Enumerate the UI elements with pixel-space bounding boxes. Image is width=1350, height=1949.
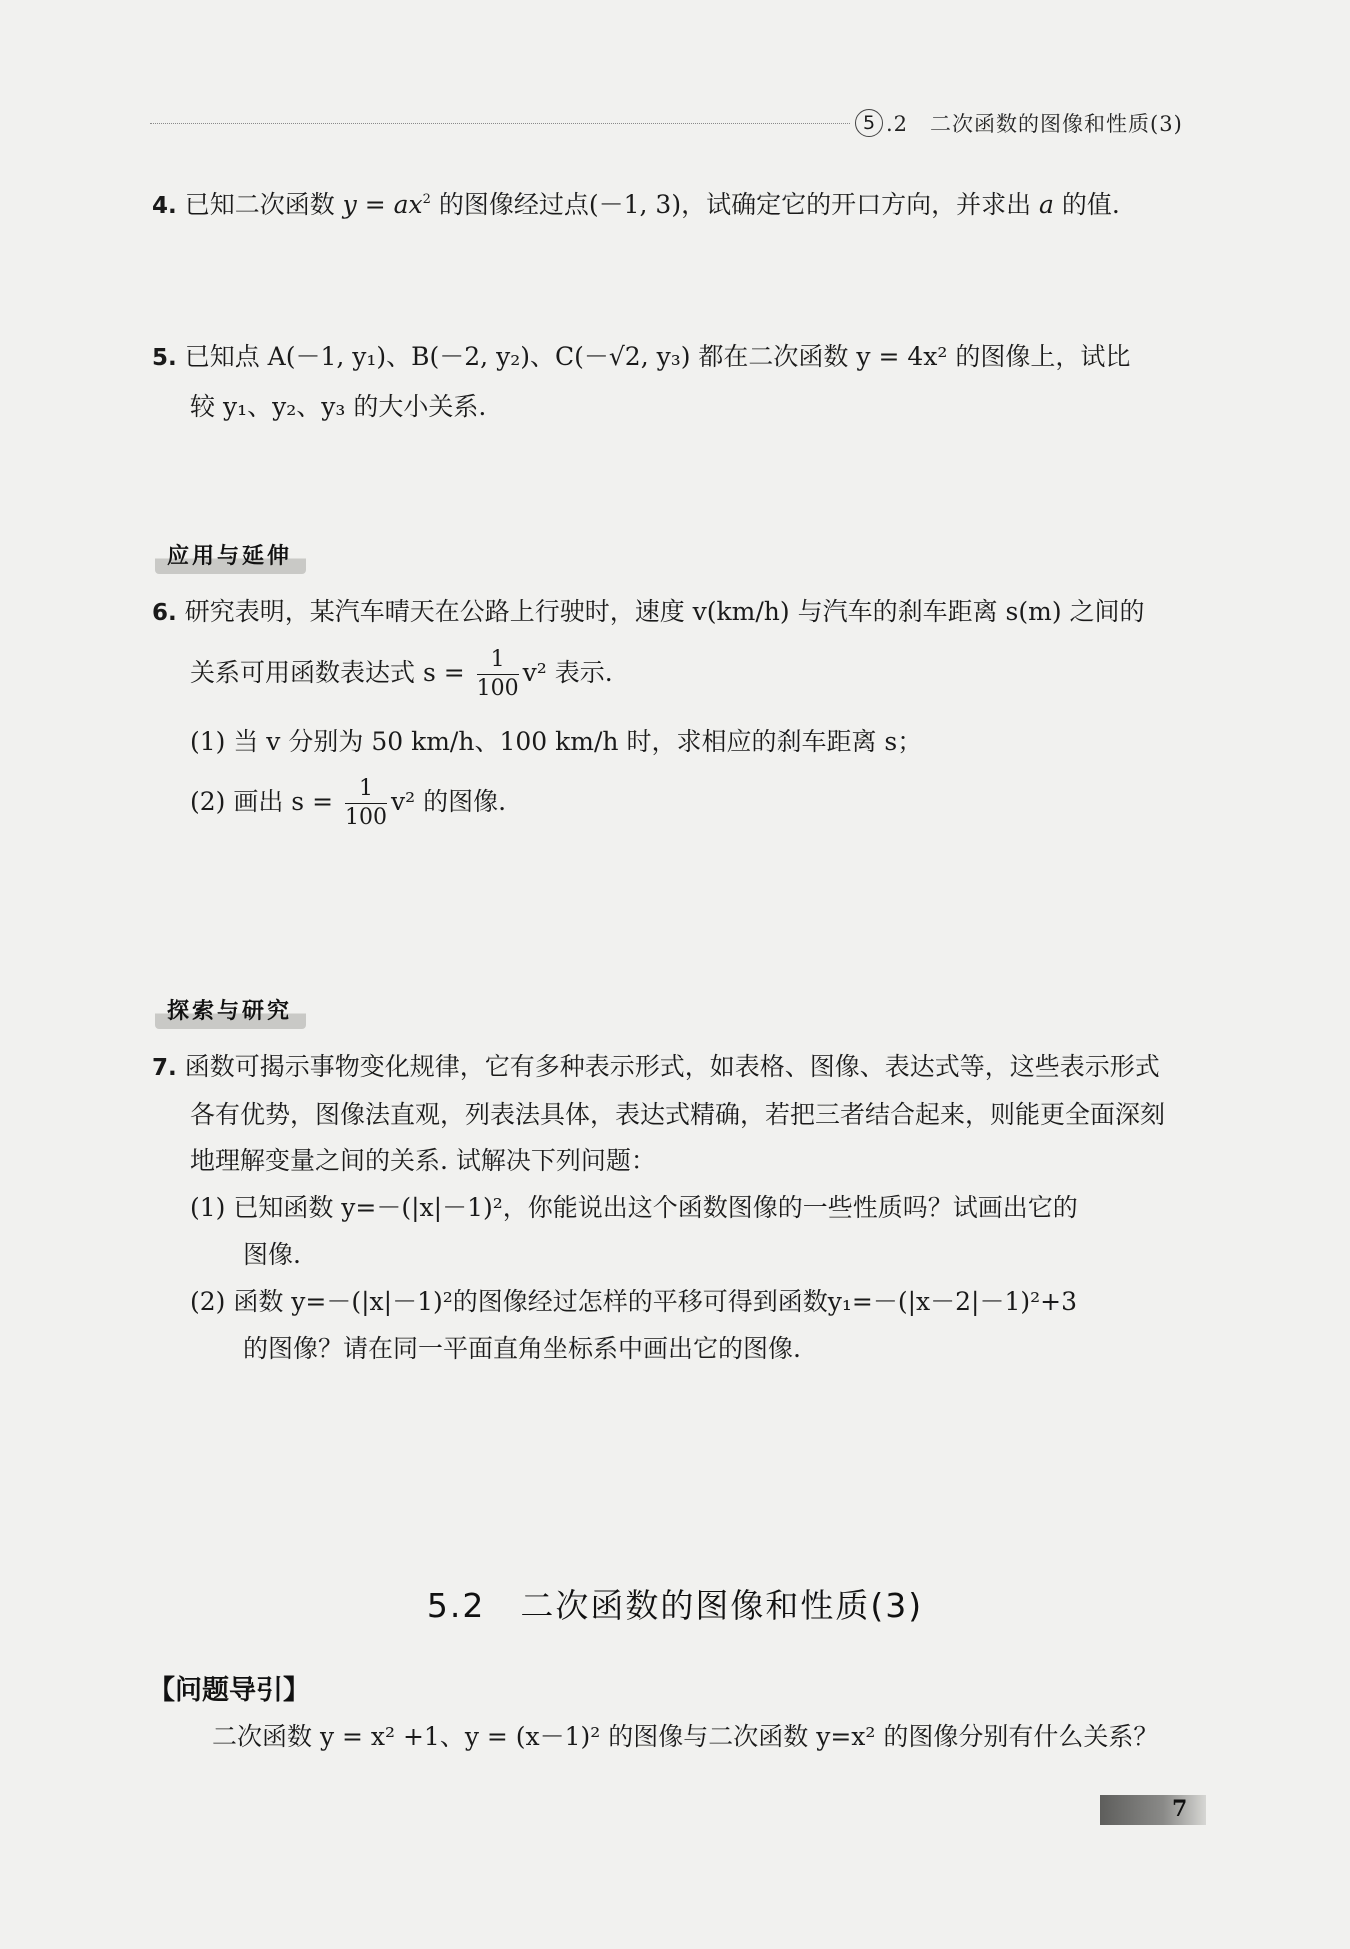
math-expression: y xyxy=(342,190,357,219)
question-7-sub2-line2: 的图像？请在同一平面直角坐标系中画出它的图像. xyxy=(243,1334,801,1363)
section-tag-application xyxy=(155,540,306,574)
question-text: 已知点 A(－1, y₁)、B(－2, y₂)、C(－√2, y₃) 都在二次函数 y = 4x² 的图像上，试比 xyxy=(184,342,1131,371)
question-7-sub2-line1: (2) 函数 y=－(|x|－1)²的图像经过怎样的平移可得到函数y₁=－(|x－2|－1)²+3 xyxy=(190,1287,1077,1316)
question-number: 7. xyxy=(152,1055,177,1081)
header-section-title: .2 二次函数的图像和性质(3) xyxy=(886,112,1183,136)
guide-text: 二次函数 y = x² +1、y = (x－1)² 的图像与二次函数 y=x² 的图像分别有什么关系？ xyxy=(212,1722,1159,1751)
fraction: $\frac{1}{100}$ xyxy=(476,647,519,701)
question-7 xyxy=(152,1052,1160,1083)
question-6 xyxy=(152,597,1145,628)
question-7-sub1-line1: (1) 已知函数 y=－(|x|－1)²，你能说出这个函数图像的一些性质吗？试画出它的 xyxy=(190,1193,1078,1222)
question-7-line2: 各有优势，图像法直观，列表法具体，表达式精确，若把三者结合起来，则能更全面深刻 xyxy=(190,1100,1166,1129)
question-5-line2: 较 y₁、y₂、y₃ 的大小关系. xyxy=(190,392,487,421)
section-title: 5.2 二次函数的图像和性质(3) xyxy=(426,1586,924,1625)
question-text: v² 的图像. xyxy=(390,787,507,816)
question-5 xyxy=(152,342,1130,373)
question-text: 的值. xyxy=(1053,190,1120,219)
question-number: 6. xyxy=(152,600,177,626)
page-number-box xyxy=(1100,1795,1206,1825)
question-text: 的图像经过点(－1, 3)，试确定它的开口方向，并求出 xyxy=(430,190,1040,219)
question-7-sub1-line2: 图像. xyxy=(243,1240,301,1269)
chapter-number-circle: 5 xyxy=(855,109,883,137)
question-6-sub1: (1) 当 v 分别为 50 km/h、100 km/h 时，求相应的刹车距离 s； xyxy=(190,727,923,756)
section-tag-exploration xyxy=(155,995,306,1029)
question-text: 已知二次函数 xyxy=(184,190,343,219)
question-6-line2 xyxy=(190,646,613,703)
question-text: 研究表明，某汽车晴天在公路上行驶时，速度 v(km/h) 与汽车的刹车距离 s(m) 之间的 xyxy=(184,597,1145,626)
question-text: 关系可用函数表达式 s = xyxy=(190,658,473,687)
question-number: 5. xyxy=(152,345,177,371)
guide-heading: 【问题导引】 xyxy=(148,1675,310,1706)
page-number: 7 xyxy=(1172,1796,1188,1822)
header-dotted-line xyxy=(150,123,850,124)
fraction: $\frac{1}{100}$ xyxy=(344,776,387,830)
question-7-line3: 地理解变量之间的关系. 试解决下列问题： xyxy=(190,1146,656,1175)
question-number: 4. xyxy=(152,193,177,219)
question-text: (2) 画出 s = xyxy=(190,787,341,816)
section-label: 应用与延伸 xyxy=(167,544,293,569)
section-label: 探索与研究 xyxy=(167,999,293,1024)
question-text: 函数可揭示事物变化规律，它有多种表示形式，如表格、图像、表达式等，这些表示形式 xyxy=(184,1052,1160,1081)
question-4: 4. 已知二次函数 $y = ax^2$ 的图像经过点(－1, 3)，试确定它的开口方向，并求出 a 的值. xyxy=(152,190,1120,219)
question-text: v² 表示. xyxy=(522,658,613,687)
question-6-sub2 xyxy=(190,775,506,832)
